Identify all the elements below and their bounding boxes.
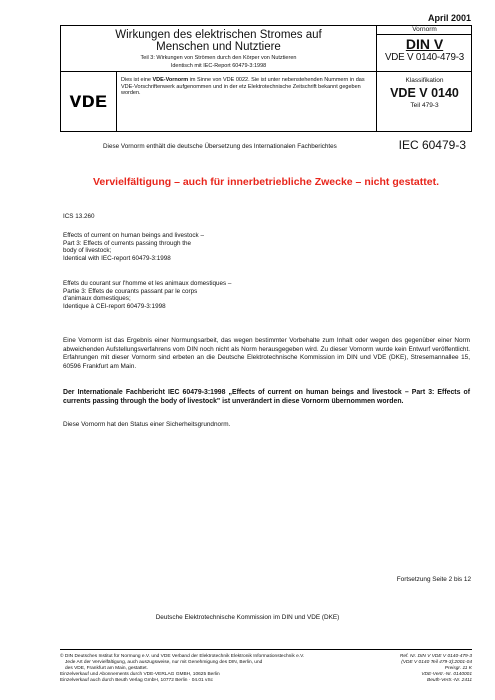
continuation-note: Fortsetzung Seite 2 bis 12 [396,576,471,583]
norm-type: Vornorm [377,26,472,35]
classification-label: Klassifikation [405,77,444,84]
title-line-2: Menschen und Nutztiere [156,41,281,53]
title-line-1: Wirkungen des elektrischen Stromes auf [115,29,322,41]
classification-value: VDE V 0140 [390,86,459,100]
footer-reference [357,654,472,684]
footer-right-line: (VDE V 0140 Teil 479-3):2001-04 [401,660,472,665]
desc-pre: Dies ist eine [121,77,153,83]
english-title [63,232,204,262]
publication-date: April 2001 [427,13,471,23]
french-title-line: Identique à CEI-report 60479-3:1998 [63,302,166,310]
commission-name: Deutsche Elektrotechnische Kommission im DIN und VDE (DKE) [155,614,340,621]
english-title-line: Identical with IEC-report 60479-3:1998 [63,254,171,262]
vornorm-explanation: Eine Vornorm ist das Ergebnis einer Normungsarbeit, das wegen bestimmter Vorbehalte zum Inhalt oder wegen des gegenüber einer Norm abweichenden Aufstellungsverfahrens vom DIN noch nicht als Norm herausgegeben wird. Zu dieser Vornorm wurde kein Entwurf veröffentlicht. Erfahrungen mit dieser Vornorm sind erbeten an die Deutsche Elektrotechnische Kommission im DIN und VDE (DKE), Stresemannallee 15, 60596 Frankfurt am Main. [63,337,470,370]
classification-cell [377,72,472,132]
french-title-line: Partie 3: Effets de courants passant par le corps [63,287,198,295]
french-title-line: Effets du courant sur l'homme et les animaux domestiques – [63,280,232,287]
french-title [63,280,231,310]
classification-part: Teil 479-3 [410,102,439,109]
footer [60,649,472,683]
footer-left-line: Einzelverkauf auch durch Beuth Verlag GmbH, 10772 Berlin · 04.01 vSc [60,678,214,683]
ics-code: ICS 13.260 [63,213,95,220]
footer-left-line: Einzelverkauf und Abonnements durch VDE-VERLAG GMBH, 10625 Berlin [60,672,220,677]
iec-adoption-statement: Der Internationale Fachbericht IEC 60479-3:1998 „Effects of current on human beings and livestock – Part 3: Effects of currents passing through the body of livestock" ist unverändert in diese Vornorm übernommen worden. [63,389,470,405]
description-cell [117,72,377,132]
desc-bold: VDE-Vornorm [152,77,189,83]
safety-status: Diese Vornorm hat den Status einer Sicherheitsgrundnorm. [63,421,231,428]
header-box [60,25,472,132]
subtitle-line-1: Teil 3: Wirkungen von Strömen durch den Körper von Nutztieren [140,55,297,61]
french-title-line: d'animaux domestiques; [63,295,131,303]
din-text: DIN V [405,36,444,52]
english-title-line: body of livestock; [63,247,112,255]
footer-left-line: Jede Art der Vervielfältigung, auch auszugsweise, nur mit Genehmigung des DIN, Berlin, und [65,660,263,665]
footer-right-line: VDE-Vertr.-Nr. 0140001 [421,672,472,677]
english-title-line: Effects of current on human beings and livestock – [63,232,204,239]
footer-left-line: © DIN Deutsches Institut für Normung e.V. und VDE Verband der Elektrotechnik Elektronik Informationstechnik e.V. [60,654,305,659]
vde-logo-text: VDE [69,92,108,111]
footer-copyright [60,654,360,684]
footer-left-line: des VDE, Frankfurt am Main, gestattet. [65,666,148,671]
iec-number: IEC 60479-3 [398,138,466,152]
footer-right-line: Ref. Nr. DIN V VDE V 0140-479-3 [399,654,472,659]
din-label [377,37,472,52]
footer-right-line: Preisgr. 11 K [444,666,472,671]
norm-number-cell [377,26,472,72]
english-title-line: Part 3: Effects of currents passing through the [63,239,191,247]
title-cell [61,26,377,72]
desc-post: im Sinne von VDE 0022. Sie ist unter nebenstehenden Nummern in das VDE-Vorschriftenwerk aufgenommen und in der etz Elektrotechnische Zeitschrift bekannt gegeben worden. [121,77,365,97]
basis-line [60,138,472,152]
basis-text: Diese Vornorm enthält die deutsche Übersetzung des Internationalen Fachberichtes [103,143,337,150]
copy-warning: Vervielfältigung – auch für innerbetriebliche Zwecke – nicht gestattet. [92,176,439,188]
subtitle-line-2: Identisch mit IEC-Report 60479-3:1998 [170,63,267,70]
vde-number: VDE V 0140-479-3 [384,52,465,63]
footer-right-line: Beuth-Vertr.-Nr. 2411 [427,678,472,683]
vde-logo [61,72,117,132]
